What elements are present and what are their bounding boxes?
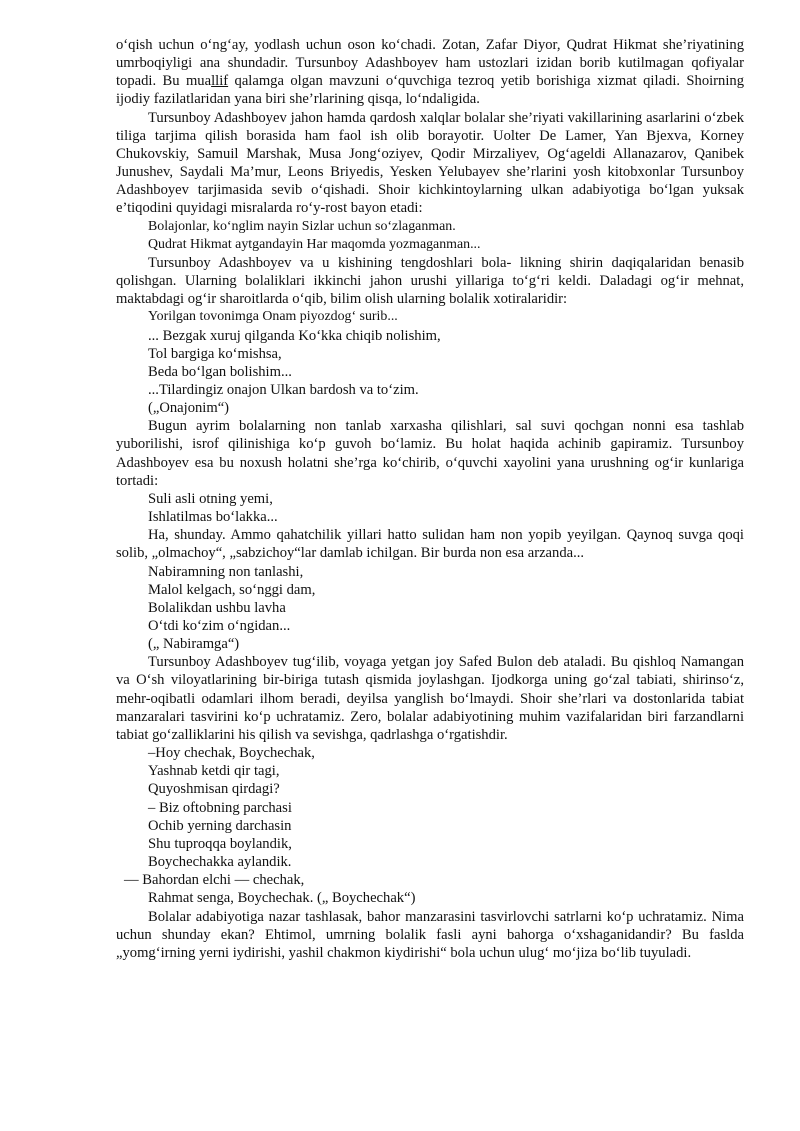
paragraph: Tursunboy Adashboyev tug‘ilib, voyaga yetgan joy Safed Bulon deb ataladi. Bu qishloq Namangan va O‘sh viloyatlarining bir-biriga tutash qismida joylashgan. Ijodkorga uning go‘zal tabiati, shirinso‘z, mehr-oqibatli odamlari ilhom beradi, deyilsa yanglish bo‘lmaydi. Shoir she’rlari va dostonlarida tabiat manzaralari tasvirini ko‘p uchratamiz. Zero, bolalar adabiyotining muhim vazifalaridan biri farzandlarni tabiat go‘zalliklarini his qilish va sevishga, qadrlashga o‘rgatishdir. xyxy=(116,654,744,743)
paragraph: o‘qish uchun o‘ng‘ay, yodlash uchun oson ko‘chadi. Zotan, Zafar Diyor, Qudrat Hikmat she’riyatining umrboqiyligi ana shundadir. Tursunboy Adashboyev ham ustozlari izidan borib kutilmagan qofiyalar topadi. Bu muallif qalamga olgan mavzuni o‘quvchiga tezroq yetib borishiga xizmat qiladi. Shoirning ijodiy fazilatlaridan yana biri she’rlarining qisqa, lo‘ndaligida. xyxy=(116,37,744,108)
verse-line: („Onajonim“) xyxy=(148,400,230,417)
verse-line: Rahmat senga, Boychechak. („ Boychechak“) xyxy=(148,890,416,907)
paragraph: Tursunboy Adashboyev jahon hamda qardosh xalqlar bolalar she’riyati vakillarining asarlarini o‘zbek tiliga tarjima qilish borasida ham faol ish olib borayotir. Uolter De Lamer, Yan Bjexva, Korney Chukovskiy, Samuil Marshak, Musa Jong‘oziyev, Qodir Mirzaliyev, Og‘ageldi Allanazarov, Qanibek Junushev, Saydali Ma’mur, Leons Briyedis, Yesken Yelubayev she’rlarini yosh kitobxonlar Tursunboy Adashboyev tarjimasida sevib o‘qishadi. Shoir kichkintoylarning ulkan adabiyotiga bo‘lgan yuksak e’tiqodini quyidagi misralarda ro‘y-rost bayon etadi: xyxy=(116,109,744,217)
paragraph: Tursunboy Adashboyev va u kishining tengdoshlari bola- likning shirin daqiqalaridan benasib qolishgan. Ularning bolaliklari ikkinchi jahon urushi yillariga to‘g‘ri keldi. Daladagi og‘ir mehnat, maktabdagi og‘ir sharoitlarda o‘qib, bilim olish ularning bolalik xotiralaridir: xyxy=(116,254,744,308)
verse-line: ... Bezgak xuruj qilganda Ko‘kka chiqib nolishim, xyxy=(148,327,441,344)
verse-line: Quyoshmisan qirdagi? xyxy=(148,781,280,798)
verse-line: Beda bo‘lgan bolishim... xyxy=(148,363,292,380)
verse-line: Ochib yerning darchasin xyxy=(148,817,292,834)
verse-line: Nabiramning non tanlashi, xyxy=(148,563,304,580)
verse-line: („ Nabiramga“) xyxy=(148,636,240,653)
verse-line: Shu tuproqqa boylandik, xyxy=(148,835,292,852)
verse-line: Ishlatilmas bo‘lakka... xyxy=(148,509,278,526)
verse-line: Bolalikdan ushbu lavha xyxy=(148,599,286,616)
verse-line: Bolajonlar, ko‘nglim nayin Sizlar uchun so‘zlaganman. xyxy=(148,218,456,234)
underlined-text: llif xyxy=(211,73,229,90)
paragraph: Bolalar adabiyotiga nazar tashlasak, bahor manzarasini tasvirlovchi satrlarni ko‘p uchratamiz. Nima uchun shunday ekan? Ehtimol, umrning bolalik fasli ayni bahorga o‘xshaganidandir? Bu faslda „yomg‘irning yerni iydirishi, yashil chakmon kiydirishi“ bola uchun ulug‘ mo‘jiza bo‘lib tuyuladi. xyxy=(116,908,744,961)
document-page xyxy=(116,36,744,962)
verse-line: Tol bargiga ko‘mishsa, xyxy=(148,345,282,362)
verse-line: Suli asli otning yemi, xyxy=(148,490,273,507)
verse-line: Malol kelgach, so‘nggi dam, xyxy=(148,581,316,598)
verse-line: Yashnab ketdi qir tagi, xyxy=(148,763,280,780)
verse-line: Qudrat Hikmat aytgandayin Har maqomda yozmaganman... xyxy=(148,236,481,252)
verse-line: — Bahordan elchi — chechak, xyxy=(124,872,305,889)
verse-line: O‘tdi ko‘zim o‘ngidan... xyxy=(148,618,291,634)
paragraph: Bugun ayrim bolalarning non tanlab xarxasha qilishlari, sal suvi qochgan nonni esa tashlab yuborilishi, isrof qilinishiga ko‘p guvoh bo‘lamiz. Bu holat haqida achinib gapiramiz. Tursunboy Adashboyev esa bu noxush holatni she’rga ko‘chirib, o‘quvchi xayolini yana urushning og‘ir kunlariga tortadi: xyxy=(116,418,744,489)
paragraph: Ha, shunday. Ammo qahatchilik yillari hatto sulidan ham non yopib yeyilgan. Qaynoq suvga qoqi solib, „olmachoy“, „sabzichoy“lar damlab ichilgan. Bir burda non esa arzanda... xyxy=(116,527,744,562)
verse-line: Boychechakka aylandik. xyxy=(148,854,292,871)
verse-line: ...Tilardingiz onajon Ulkan bardosh va to‘zim. xyxy=(148,381,419,398)
verse-line: –Hoy chechak, Boychechak, xyxy=(148,745,315,762)
verse-line: – Biz oftobning parchasi xyxy=(148,799,292,816)
verse-line: Yorilgan tovonimga Onam piyozdog‘ surib... xyxy=(148,309,398,325)
